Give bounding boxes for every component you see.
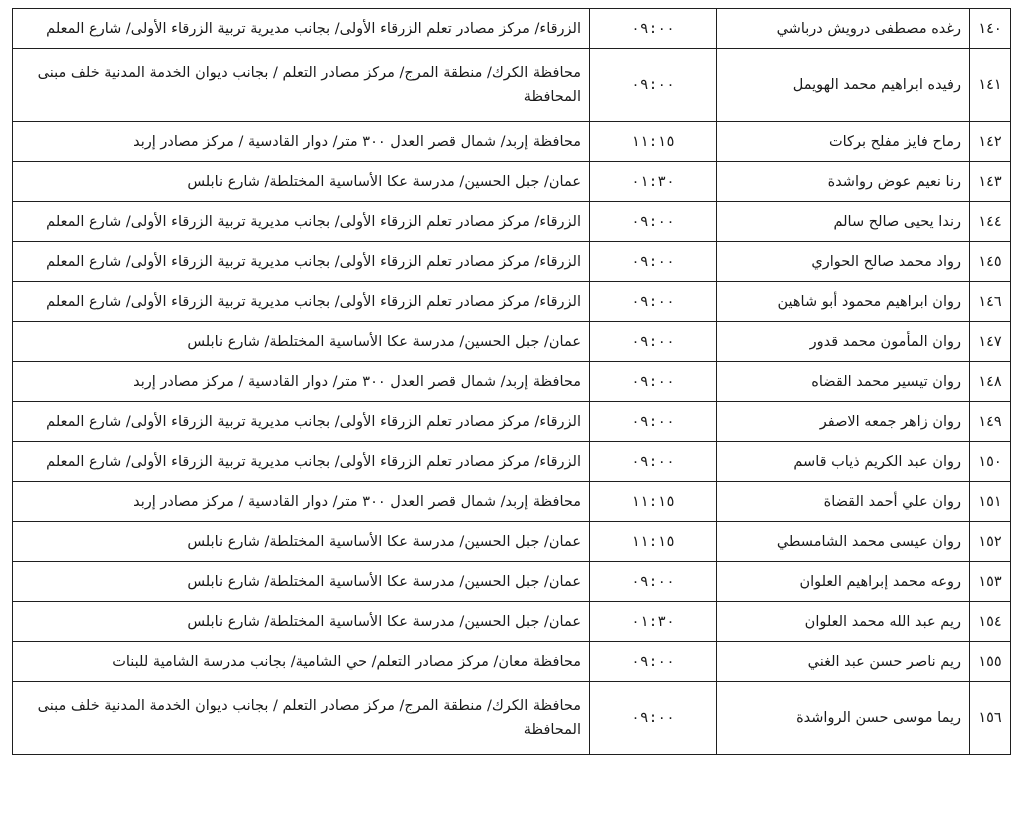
table-row [13,202,1011,242]
exam-time: ٠١:٣٠ [590,162,717,202]
table-row [13,642,1011,682]
candidate-name: رندا يحيى صالح سالم [717,202,970,242]
candidate-name: رفيده ابراهيم محمد الهويمل [717,49,970,122]
table-row [13,242,1011,282]
candidate-name: رواد محمد صالح الحواري [717,242,970,282]
exam-time: ١١:١٥ [590,482,717,522]
exam-location: الزرقاء/ مركز مصادر تعلم الزرقاء الأولى/ بجانب مديرية تربية الزرقاء الأولى/ شارع المعلم [13,242,590,282]
candidates-table-body [13,9,1011,755]
candidate-name: روان تيسير محمد القضاه [717,362,970,402]
exam-time: ٠٩:٠٠ [590,642,717,682]
exam-location: عمان/ جبل الحسين/ مدرسة عكا الأساسية المختلطة/ شارع نابلس [13,602,590,642]
row-number: ١٤٠ [970,9,1011,49]
exam-time: ١١:١٥ [590,522,717,562]
candidate-name: ريما موسى حسن الرواشدة [717,682,970,755]
exam-location: عمان/ جبل الحسين/ مدرسة عكا الأساسية المختلطة/ شارع نابلس [13,162,590,202]
exam-location: الزرقاء/ مركز مصادر تعلم الزرقاء الأولى/ بجانب مديرية تربية الزرقاء الأولى/ شارع المعلم [13,9,590,49]
exam-location: محافظة إربد/ شمال قصر العدل ٣٠٠ متر/ دوار القادسية / مركز مصادر إربد [13,482,590,522]
candidate-name: روان المأمون محمد قدور [717,322,970,362]
row-number: ١٥٣ [970,562,1011,602]
exam-time: ٠٩:٠٠ [590,442,717,482]
exam-location: محافظة إربد/ شمال قصر العدل ٣٠٠ متر/ دوار القادسية / مركز مصادر إربد [13,122,590,162]
row-number: ١٥٢ [970,522,1011,562]
row-number: ١٥٦ [970,682,1011,755]
exam-location: عمان/ جبل الحسين/ مدرسة عكا الأساسية المختلطة/ شارع نابلس [13,562,590,602]
table-row [13,282,1011,322]
row-number: ١٤٦ [970,282,1011,322]
candidate-name: روان ابراهيم محمود أبو شاهين [717,282,970,322]
table-row [13,122,1011,162]
candidate-name: رماح فايز مفلح بركات [717,122,970,162]
candidate-name: روان زاهر جمعه الاصفر [717,402,970,442]
exam-time: ٠٩:٠٠ [590,9,717,49]
table-row [13,602,1011,642]
exam-location: الزرقاء/ مركز مصادر تعلم الزرقاء الأولى/ بجانب مديرية تربية الزرقاء الأولى/ شارع المعلم [13,282,590,322]
exam-time: ٠٩:٠٠ [590,402,717,442]
exam-time: ٠١:٣٠ [590,602,717,642]
row-number: ١٤٤ [970,202,1011,242]
exam-time: ٠٩:٠٠ [590,682,717,755]
candidates-table [12,8,1011,755]
exam-time: ٠٩:٠٠ [590,282,717,322]
table-row [13,162,1011,202]
table-row [13,682,1011,755]
candidate-name: رغده مصطفى درويش درباشي [717,9,970,49]
row-number: ١٤٩ [970,402,1011,442]
table-row [13,442,1011,482]
exam-time: ٠٩:٠٠ [590,322,717,362]
row-number: ١٤١ [970,49,1011,122]
table-row [13,482,1011,522]
exam-location: عمان/ جبل الحسين/ مدرسة عكا الأساسية المختلطة/ شارع نابلس [13,522,590,562]
exam-location: الزرقاء/ مركز مصادر تعلم الزرقاء الأولى/ بجانب مديرية تربية الزرقاء الأولى/ شارع المعلم [13,202,590,242]
exam-time: ٠٩:٠٠ [590,562,717,602]
exam-location: محافظة الكرك/ منطقة المرج/ مركز مصادر التعلم / بجانب ديوان الخدمة المدنية خلف مبنى المحافظة [13,682,590,755]
exam-time: ١١:١٥ [590,122,717,162]
candidate-name: روان عيسى محمد الشامسطي [717,522,970,562]
table-row [13,562,1011,602]
exam-location: محافظة إربد/ شمال قصر العدل ٣٠٠ متر/ دوار القادسية / مركز مصادر إربد [13,362,590,402]
exam-location: محافظة الكرك/ منطقة المرج/ مركز مصادر التعلم / بجانب ديوان الخدمة المدنية خلف مبنى المحافظة [13,49,590,122]
exam-location: الزرقاء/ مركز مصادر تعلم الزرقاء الأولى/ بجانب مديرية تربية الزرقاء الأولى/ شارع المعلم [13,402,590,442]
exam-location: محافظة معان/ مركز مصادر التعلم/ حي الشامية/ بجانب مدرسة الشامية للبنات [13,642,590,682]
candidate-name: ريم عبد الله محمد العلوان [717,602,970,642]
table-row [13,9,1011,49]
row-number: ١٥٤ [970,602,1011,642]
exam-time: ٠٩:٠٠ [590,362,717,402]
row-number: ١٤٨ [970,362,1011,402]
row-number: ١٥١ [970,482,1011,522]
exam-time: ٠٩:٠٠ [590,202,717,242]
exam-location: عمان/ جبل الحسين/ مدرسة عكا الأساسية المختلطة/ شارع نابلس [13,322,590,362]
exam-time: ٠٩:٠٠ [590,49,717,122]
exam-time: ٠٩:٠٠ [590,242,717,282]
candidate-name: روان عبد الكريم ذياب قاسم [717,442,970,482]
row-number: ١٥٠ [970,442,1011,482]
row-number: ١٥٥ [970,642,1011,682]
row-number: ١٤٣ [970,162,1011,202]
row-number: ١٤٧ [970,322,1011,362]
candidate-name: روعه محمد إبراهيم العلوان [717,562,970,602]
table-row [13,362,1011,402]
table-row [13,49,1011,122]
candidate-name: ريم ناصر حسن عبد الغني [717,642,970,682]
table-row [13,402,1011,442]
row-number: ١٤٢ [970,122,1011,162]
row-number: ١٤٥ [970,242,1011,282]
candidate-name: رنا نعيم عوض رواشدة [717,162,970,202]
table-row [13,322,1011,362]
exam-location: الزرقاء/ مركز مصادر تعلم الزرقاء الأولى/ بجانب مديرية تربية الزرقاء الأولى/ شارع المعلم [13,442,590,482]
candidate-name: روان علي أحمد القضاة [717,482,970,522]
table-row [13,522,1011,562]
